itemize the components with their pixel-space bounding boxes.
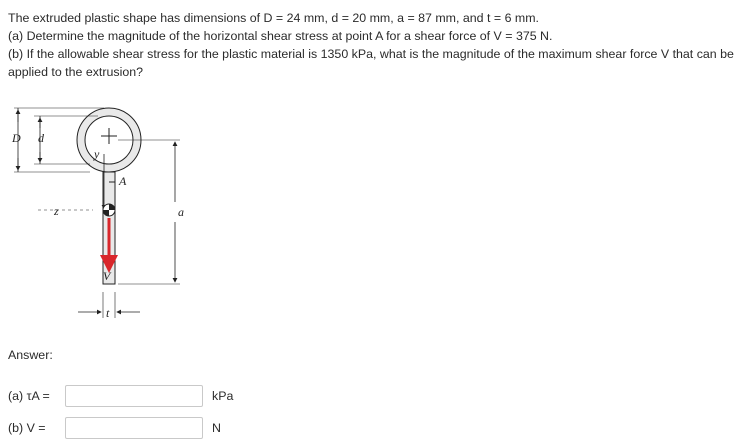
- label-d-outer: D: [12, 131, 21, 145]
- problem-line-2: (a) Determine the magnitude of the horizontal shear stress at point A for a shear force of V = 375 N.: [8, 29, 553, 43]
- extrusion-figure: [8, 92, 193, 332]
- answer-heading: Answer:: [8, 348, 53, 362]
- label-y: y: [94, 147, 100, 161]
- answer-b-unit: N: [212, 421, 221, 435]
- problem-line-1: The extruded plastic shape has dimensions of D = 24 mm, d = 20 mm, a = 87 mm, and t = 6 mm.: [8, 11, 539, 25]
- label-a-point: A: [119, 174, 127, 188]
- answer-a-unit: kPa: [212, 389, 234, 403]
- label-v: V: [103, 269, 111, 283]
- answer-b-input[interactable]: [65, 417, 203, 439]
- problem-line-3: (b) If the allowable shear stress for the plastic material is 1350 kPa, what is the magnitude of the maximum shear force V that can be applied to the extrusion?: [8, 47, 734, 79]
- problem-statement: [8, 9, 738, 81]
- label-a: a: [178, 205, 184, 219]
- answer-a-input[interactable]: [65, 385, 203, 407]
- label-z: z: [54, 204, 59, 218]
- label-t: t: [106, 306, 110, 320]
- answer-b-label: (b) V =: [8, 421, 46, 435]
- answer-a-label: (a) τA =: [8, 389, 50, 403]
- label-d-inner: d: [38, 131, 44, 145]
